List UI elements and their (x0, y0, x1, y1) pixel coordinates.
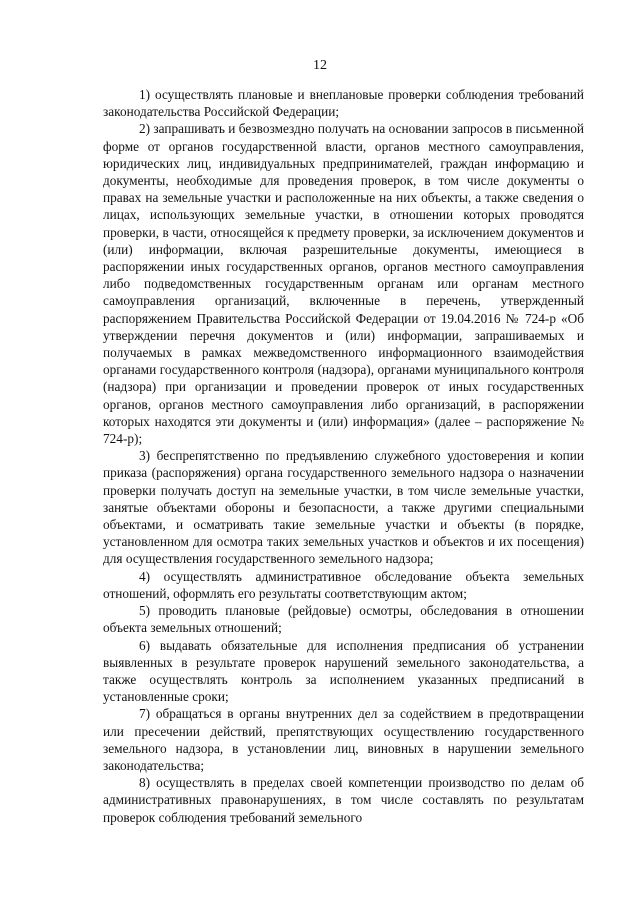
paragraph-5: 5) проводить плановые (рейдовые) осмотры, обследования в отношении объекта земельных отношений; (103, 603, 584, 636)
document-body (103, 86, 584, 826)
paragraph-8: 8) осуществлять в пределах своей компетенции производство по делам об административных правонарушениях, в том числе составлять по результатам проверок соблюдения требований земельного (103, 775, 584, 825)
page-number: 12 (313, 58, 327, 73)
paragraph-1: 1) осуществлять плановые и внеплановые проверки соблюдения требований законодательства Российской Федерации; (103, 87, 584, 120)
paragraph-3: 3) беспрепятственно по предъявлению служебного удостоверения и копии приказа (распоряжения) органа государственного земельного надзора о назначении проверки получать доступ на земельные участки, в том числе земельные участки, занятые объектами обороны и безопасности, а также другими специальными объектами, и осматривать такие земельные участки и объекты (в порядке, установленном для осмотра таких земельных участков и объектов и их посещения) для осуществления государственного земельного надзора; (103, 448, 584, 567)
paragraph-4: 4) осуществлять административное обследование объекта земельных отношений, оформлять его результаты соответствующим актом; (103, 568, 584, 601)
paragraph-2: 2) запрашивать и безвозмездно получать на основании запросов в письменной форме от органов государственной власти, органов местного самоуправления, юридических лиц, индивидуальных предпринимателей, граждан информацию и документы, необходимые для проведения проверок, в том числе документы о правах на земельные участки и расположенные на них объекты, а также сведения о лицах, использующих земельные участки, в отношении которых проводятся проверки, в части, относящейся к предмету проверки, за исключением документов и (или) информации, включая разрешительные документы, имеющиеся в распоряжении иных государственных органов, органов местного самоуправления либо подведомственных государственным органам или органам местного самоуправления организаций, включенные в перечень, утвержденный распоряжением Правительства Российской Федерации от 19.04.2016 № 724-р «Об утверждении перечня документов и (или) информации, запрашиваемых и получаемых в рамках межведомственного информационного взаимодействия органами государственного контроля (надзора), органами муниципального контроля (надзора) при организации и проведении проверок от иных государственных органов, органов местного самоуправления либо организаций, в распоряжении которых находятся эти документы и (или) информация» (далее – распоряжение № 724-р); (103, 121, 584, 447)
paragraph-7: 7) обращаться в органы внутренних дел за содействием в предотвращении или пресечении действий, препятствующих осуществлению государственного земельного надзора, в установлении лиц, виновных в нарушении земельного законодательства; (103, 706, 584, 773)
paragraph-6: 6) выдавать обязательные для исполнения предписания об устранении выявленных в результате проверок нарушений земельного законодательства, а также осуществлять контроль за исполнением указанных предписаний в установленные сроки; (103, 637, 584, 705)
